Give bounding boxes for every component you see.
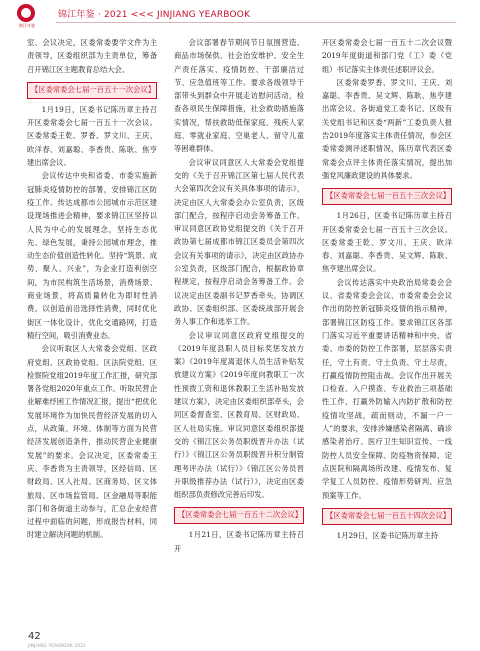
paragraph: 1月26日，区委书记陈历章主持召开区委常委会七届一百五十三次会议。区委常委王乾、罗文川、王庆、欧洋春、刘嘉聪、李香贵、吴文辉、陈耿、焦亨建出席会议。	[322, 211, 452, 274]
logo-emblem-icon	[17, 4, 35, 22]
section-heading: 【区委常委会七届一百五十二次会议】	[174, 507, 304, 524]
page-number: 42	[28, 631, 41, 642]
yearbook-logo	[14, 4, 40, 30]
footer-subtitle: JINJIANG YEARBOOK 2021	[28, 643, 86, 648]
header-divider	[56, 22, 456, 23]
text-column-1	[27, 36, 157, 542]
paragraph: 1月21日，区委书记陈历章主持召开	[174, 530, 304, 553]
section-heading: 【区委常委会七届一百五十三次会议】	[322, 188, 452, 205]
paragraph: 室、会议决定，区委常委要学文件为主责领导，区委组织部为主责单位，筹备召开锦江区主题教育总结大会。	[27, 38, 157, 74]
paragraph: 会议传达中央和省委、市委实施新冠肺炎疫情防控的部署，安排锦江区防疫工作。传达成都市公园城市示范区建设现场推进会精神，要求锦江区坚持以人民为中心的发展理念，坚持生态优先、绿色发展，秉持公园城市理念，推动生态价值创造性转化。坚持“筑景、成势、聚人、兴业”，为企业打造利创空间，为市民构筑生活场景，消费场景、商业场景，将高质量转化为即时性消费。以创造前沿选择性消费，同时优化街区一体化设计，优化交通路网，打造精行空间，吸引消费业态。	[27, 171, 157, 340]
paragraph: 会议审议同意区政府党组提交的《2019年度县职人员目标奖惩发放方案》《2019年度离退休人员生活补贴发放建议方案》《2019年度向教职工一次性预拨工资和退休教职工生活补贴发放建议方案》，决定由区委组织部牵头，会同区委督查室、区教育局、区财政局、区人社局实施。审议同意区委组织部提交的《锦江区公务员职级晋升办法（试行）》《锦江区公务员职级晋升积分制管理考评办法（试行）》《锦江区公务员晋升职级推荐办法（试行）》，决定由区委组织部负责修改完善后印发。	[174, 330, 304, 500]
paragraph: 会议听取区人大常委会党组、区政府党组、区政协党组、区法院党组、区检察院党组2019年度工作汇报，研究部署各党组2020年重点工作。听取民营企业解难纾困工作情况汇报，提出“把优化发展环境作为加快民营经济发展的切入点，从政策、环境、体制等方面为民营经济发展创造条件，推动民营企业健康发展”的要求。会议决定，区委常委王庆、李香贵为主责领导，区经信局、区财政局、区人社局、区商务局、区文体旅局、区市场监管局、区金融局等职能部门和各街道主动参与，汇总企业经营过程中面临的问题，形成报告材料，同时建立解决问题的机制。	[27, 344, 157, 540]
logo-text: 锦江年鉴	[19, 23, 35, 28]
paragraph: 1月29日，区委书记陈历章主持	[336, 530, 439, 540]
paragraph: 会议部署春节期间节日氛围营造、商品市场保供、社会治安维护、安全生产责任落实、疫情防控、干部廉洁过节、应急值班等工作。要求各级领导干部带头到群众中开展走访慰问活动，检查各项民生保障措施，社会救助措施落实情况，帮扶救助低保家庭、残疾人家庭、零就业家庭、空巢老人、留守儿童等困难群体。	[174, 38, 304, 154]
paragraph: 1月19日，区委书记陈历章主持召开区委常委会七届一百五十一次会议。区委常委王乾、罗香、罗文川、王庆、欧洋春、刘嘉聪、李香贵、陈耿、焦亨建出席会议。	[27, 104, 157, 168]
paragraph: 区委常委罗香、罗文川、王庆、刘嘉聪、李香贵、吴文辉、陈耿、焦亨建出席会议。各街道党工委书记、区级有关党组书记和区委“两新”工委负责人报告2019年度落实主体责任情况，参会区委常委测评述职情况，陈历章代表区委常委会点评主体责任落实情况，提出加强党风廉政建设的具体要求。	[322, 77, 452, 180]
header-title: 锦江年鉴 · 2021 <<< JINJIANG YEARBOOK	[58, 10, 251, 20]
section-heading: 【区委常委会七届一百五十四次会议】	[322, 508, 452, 525]
paragraph: 会议审议同意区人大常委会党组提交的《关于召开锦江区第七届人民代表大会第四次会议有关具体事项的请示》，决定由区人大常委会办公室负责，区级部门配合，按程序启动会务筹备工作。审议同意区政协党组提交的《关于召开政协第七届成都市锦江区委员会第四次会议有关事项的请示》，决定由区政协办公室负责，区级部门配合，根据政协章程规定，按程序启动会务筹备工作。会议决定由区委副书记罗香牵头，协调区政协、区委组织部、区委统战部开展会务人事工作和选举工作。	[174, 157, 304, 327]
section-heading: 【区委常委会七届一百五十一次会议】	[27, 82, 157, 99]
paragraph: 会议传达落实中央政治局常委会会议、省委常委会会议、市委常委会会议作出的防控新冠肺炎疫情的指示精神，部署锦江区防疫工作。要求锦江区各部门落实习近平重要讲话精神和中央、省委、市委的防控工作部署，层层落实责任，守土有责、守土负责、守土尽责，打赢疫情防控阻击战。会议作出开展关口检查、入户摸查、专业救治三项基础性工作，打赢外防输入内防扩散和防控疫情攻坚战，疏而则动，不漏一户一人”的要求，安排涉嫌感染者隔离、确诊感染者治疗、医疗卫生知识宣传、一线防控人员安全保障、防疫物资保障、定点医院和隔离场所改建、疫情发布、复学复工人员防控、疫情形势研判、应急预案等工作。	[322, 277, 452, 500]
paragraph: 开区委常委会七届一百五十二次会议暨2019年度街道和部门党（工）委（党组）书记落实主体责任述职评议会。	[322, 38, 452, 74]
text-column-3	[322, 36, 452, 542]
page-header	[0, 0, 480, 30]
text-column-2	[174, 36, 304, 555]
